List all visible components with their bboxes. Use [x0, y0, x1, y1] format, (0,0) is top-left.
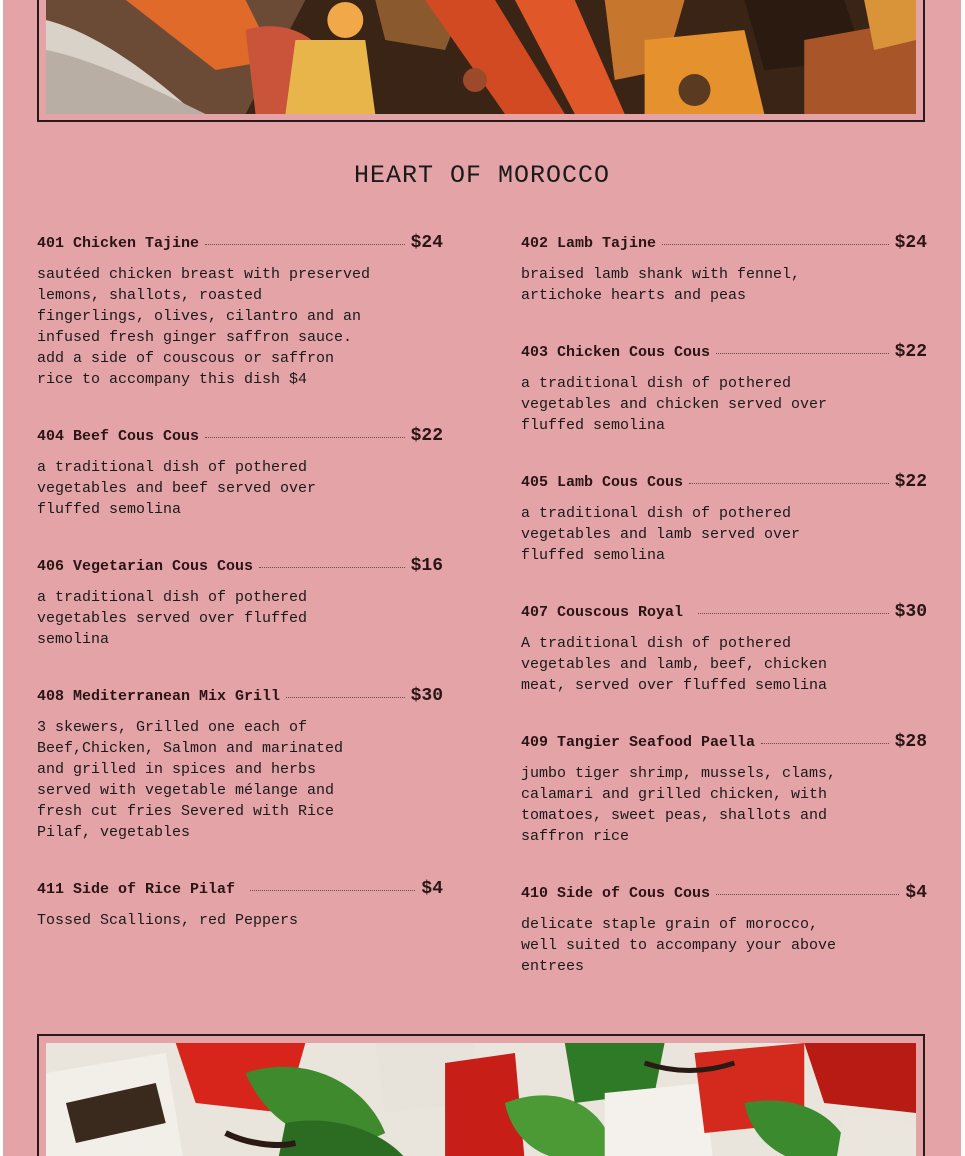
menu-item — [521, 342, 927, 436]
menu-column-left — [37, 233, 443, 967]
menu-item — [37, 686, 443, 843]
dotted-leader — [250, 890, 415, 891]
menu-item-name: 403 Chicken Cous Cous — [521, 344, 711, 361]
menu-item-price: $24 — [410, 233, 443, 253]
menu-item-name: 408 Mediterranean Mix Grill — [37, 688, 281, 705]
menu-item-description: a traditional dish of pothered vegetables and chicken served over fluffed semolina — [521, 375, 828, 434]
dotted-leader — [286, 697, 405, 698]
menu-item-description: jumbo tiger shrimp, mussels, clams, calamari and grilled chicken, with tomatoes, sweet peas, shallots and saffron rice — [521, 765, 837, 845]
menu-item-name: 405 Lamb Cous Cous — [521, 474, 684, 491]
dotted-leader — [662, 244, 889, 245]
menu-item-price: $22 — [894, 472, 927, 492]
top-photo-frame — [37, 0, 925, 122]
dotted-leader — [689, 483, 889, 484]
menu-item — [521, 732, 927, 847]
menu-title: HEART OF MOROCCO — [353, 161, 611, 190]
menu-item — [521, 883, 927, 977]
menu-item-name: 410 Side of Cous Cous — [521, 885, 711, 902]
menu-item-price: $22 — [894, 342, 927, 362]
menu-item — [37, 556, 443, 650]
menu-item-price: $16 — [410, 556, 443, 576]
menu-item-description: a traditional dish of pothered vegetables and beef served over fluffed semolina — [37, 459, 317, 518]
menu-item-description: 3 skewers, Grilled one each of Beef,Chicken, Salmon and marinated and grilled in spices and herbs served with vegetable mélange and fresh cut fries Severed with Rice Pilaf, vegetables — [37, 719, 344, 841]
menu-item-description: A traditional dish of pothered vegetables and lamb, beef, chicken meat, served over fluffed semolina — [521, 635, 828, 694]
menu-page — [3, 0, 961, 1156]
menu-item — [521, 233, 927, 306]
caprese-salad-photo — [46, 1043, 916, 1156]
roasted-vegetables-photo — [46, 0, 916, 114]
menu-item-description: Tossed Scallions, red Peppers — [37, 912, 299, 929]
dotted-leader — [205, 244, 405, 245]
menu-item — [37, 426, 443, 520]
menu-item-price: $24 — [894, 233, 927, 253]
menu-item-description: a traditional dish of pothered vegetables and lamb served over fluffed semolina — [521, 505, 801, 564]
dotted-leader — [716, 353, 889, 354]
menu-item-price: $4 — [905, 883, 927, 903]
dotted-leader — [259, 567, 405, 568]
menu-item-price: $28 — [894, 732, 927, 752]
menu-item-name: 411 Side of Rice Pilaf — [37, 881, 245, 898]
menu-item-price: $30 — [894, 602, 927, 622]
dotted-leader — [205, 437, 405, 438]
menu-item-name: 404 Beef Cous Cous — [37, 428, 200, 445]
dotted-leader — [698, 613, 889, 614]
menu-item-price: $22 — [410, 426, 443, 446]
bottom-photo-frame — [37, 1034, 925, 1156]
menu-item-name: 407 Couscous Royal — [521, 604, 693, 621]
dotted-leader — [761, 743, 889, 744]
menu-item — [37, 879, 443, 931]
menu-item-name: 401 Chicken Tajine — [37, 235, 200, 252]
menu-item-name: 402 Lamb Tajine — [521, 235, 657, 252]
dotted-leader — [716, 894, 899, 895]
menu-item-name: 406 Vegetarian Cous Cous — [37, 558, 254, 575]
menu-column-right — [521, 233, 927, 1013]
menu-item-description: a traditional dish of pothered vegetables served over fluffed semolina — [37, 589, 308, 648]
menu-item-description: sautéed chicken breast with preserved lemons, shallots, roasted fingerlings, olives, cilantro and an infused fresh ginger saffron sauce. add a side of couscous or saffron rice to accompany this dish $4 — [37, 266, 371, 388]
menu-item-description: delicate staple grain of morocco, well suited to accompany your above entrees — [521, 916, 837, 975]
menu-item-price: $4 — [421, 879, 443, 899]
menu-item — [521, 472, 927, 566]
menu-item-price: $30 — [410, 686, 443, 706]
menu-item — [37, 233, 443, 390]
menu-item-name: 409 Tangier Seafood Paella — [521, 734, 756, 751]
menu-item-description: braised lamb shank with fennel, artichoke hearts and peas — [521, 266, 801, 304]
menu-item — [521, 602, 927, 696]
